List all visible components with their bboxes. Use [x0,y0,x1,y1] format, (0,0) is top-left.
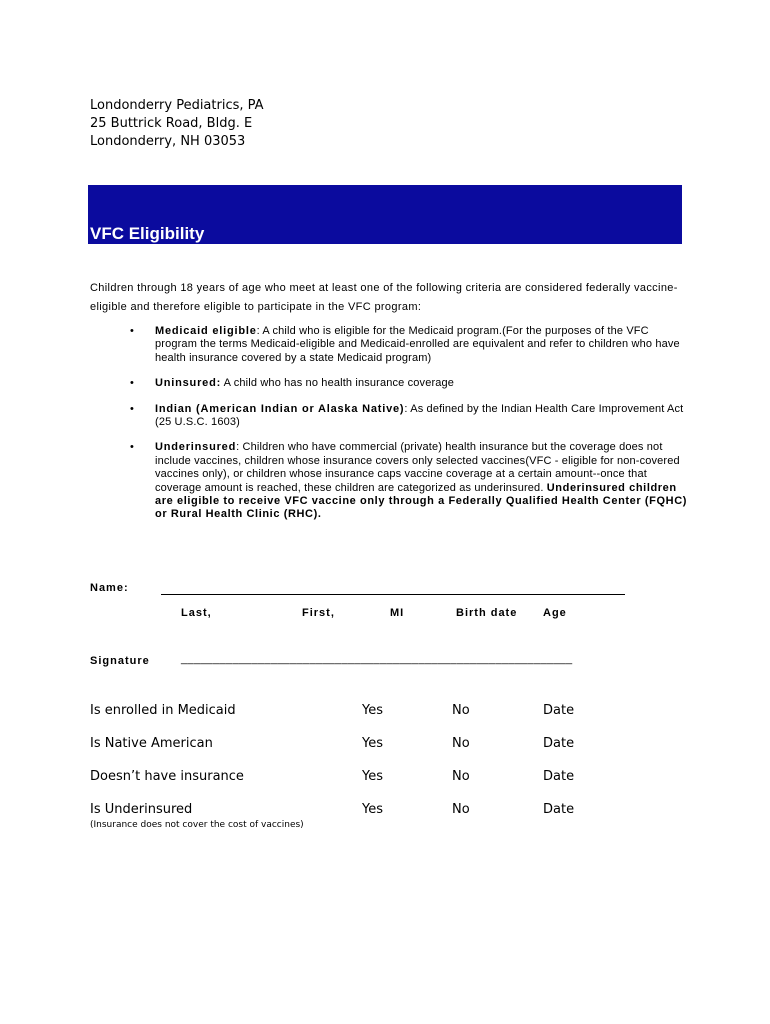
criteria-item-uninsured [90,377,690,390]
date-field[interactable]: Date [543,703,575,718]
yes-option[interactable]: Yes [362,736,383,751]
name-label: Name: [90,582,129,594]
criteria-text: : Children who have commercial (private) health insurance but the coverage does not include vaccines, children whose insurance covers only selected vaccines(VFC - eligible for non-covered vaccines only), or children whose insurance caps vaccine coverage at a certain amount--once that coverage amount is reached, these children are categorized as underinsured. [155,441,680,494]
criteria-item-indian [90,403,690,430]
criteria-list [90,325,690,534]
no-option[interactable]: No [452,769,470,784]
criteria-text: : As defined by the Indian Health Care Improvement Act (25 U.S.C. 1603) [155,402,684,429]
yes-option[interactable]: Yes [362,769,383,784]
bullet-icon: • [130,377,135,390]
no-option[interactable]: No [452,703,470,718]
name-field[interactable] [161,582,625,595]
criteria-item-medicaid [90,325,690,365]
address-line-3: Londonderry, NH 03053 [90,134,246,149]
criteria-item-underinsured [90,441,690,521]
page-title: VFC Eligibility [90,224,205,243]
bullet-icon: • [130,441,135,454]
clinic-address [90,97,264,151]
eligibility-label: Is Underinsured [90,802,193,817]
signature-label: Signature [90,655,150,667]
eligibility-label: Is enrolled in Medicaid [90,703,236,718]
eligibility-label: Doesn’t have insurance [90,769,244,784]
bullet-icon: • [130,325,135,337]
underinsured-note: (Insurance does not cover the cost of vaccines) [90,820,304,830]
name-sub-age: Age [543,607,567,619]
criteria-term: Medicaid eligible [155,325,257,337]
date-field[interactable]: Date [543,736,575,751]
criteria-term: Indian (American Indian or Alaska Native) [155,402,405,415]
criteria-bold-note: Underinsured children are eligible to receive VFC vaccine only through a Federally Qualified Health Center (FQHC) or Rural Health Clinic (RHC). [155,481,687,521]
address-line-2: 25 Buttrick Road, Bldg. E [90,116,253,131]
eligibility-label: Is Native American [90,736,213,751]
yes-option[interactable]: Yes [362,802,383,817]
criteria-term: Uninsured: [155,377,222,390]
no-option[interactable]: No [452,802,470,817]
bullet-icon: • [130,402,135,415]
no-option[interactable]: No [452,736,470,751]
signature-field[interactable]: _____________________________________________________________ [181,653,573,665]
date-field[interactable]: Date [543,802,575,817]
criteria-term: Underinsured [155,441,237,454]
title-banner [88,185,682,244]
intro-paragraph: Children through 18 years of age who meet at least one of the following criteria are considered federally vaccine-eligible and therefore eligible to participate in the VFC program: [90,282,678,313]
yes-option[interactable]: Yes [362,703,383,718]
criteria-text: A child who has no health insurance coverage [221,377,455,390]
name-sub-first: First, [302,607,335,619]
date-field[interactable]: Date [543,769,575,784]
address-line-1: Londonderry Pediatrics, PA [90,98,264,113]
name-sub-birth-date: Birth date [456,607,518,619]
name-sub-mi: MI [390,607,405,619]
criteria-text: : A child who is eligible for the Medicaid program.(For the purposes of the VFC program the terms Medicaid-eligible and Medicaid-enrolled are equivalent and refer to children who have health insurance covered by a state Medicaid program) [155,325,680,364]
name-sub-last: Last, [181,607,212,619]
